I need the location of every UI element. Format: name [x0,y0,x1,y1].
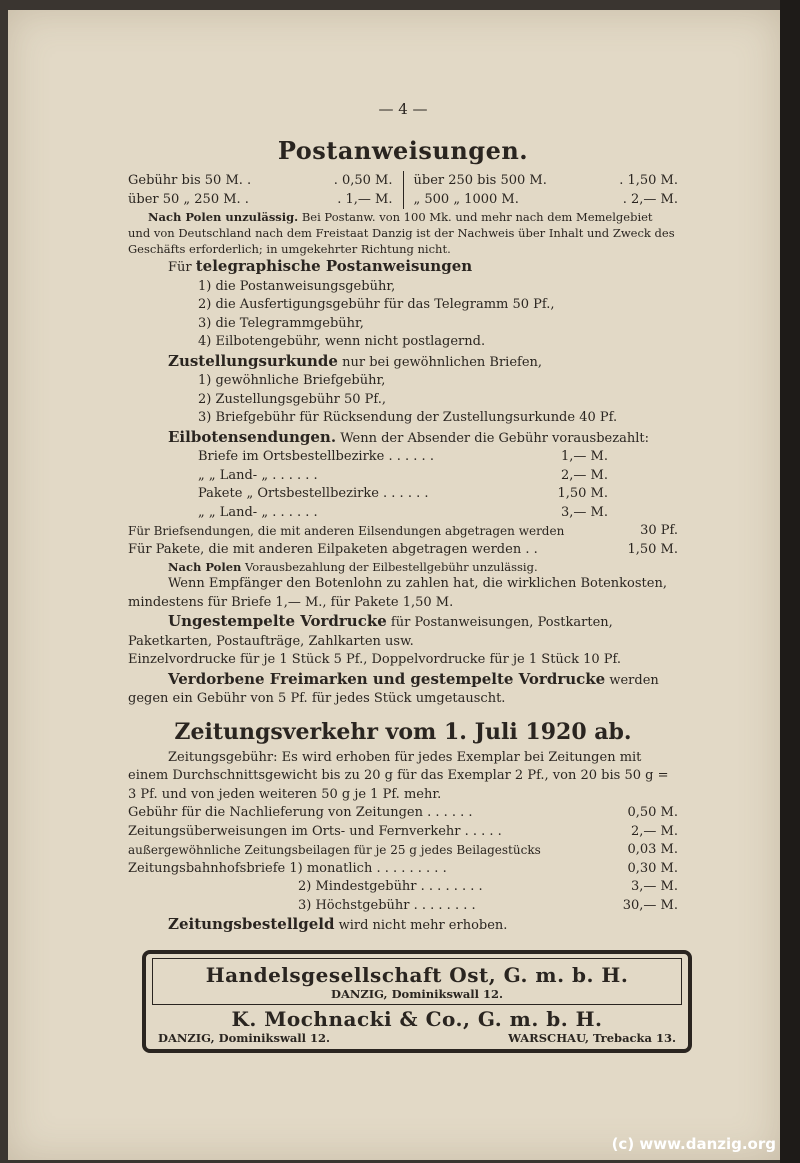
zeitung-intro: Zeitungsgebühr: Es wird erhoben für jedes Exemplar bei Zeitungen mit einem Durchschnittsgewicht bis zu 20 g für das Exemplar 2 Pf., von 20 bis 50 g = 3 Pf. und von jeden weiteren 50 g je 1 Pf. mehr. [128,749,669,802]
list-item: 2) die Ausfertigungsgebühr für das Telegramm 50 Pf., [198,297,555,312]
list-item: 1) die Postanweisungsgebühr, [198,278,396,294]
page-edge [780,0,800,1163]
section-title-postanweisungen: Postanweisungen. [277,136,529,165]
watermark: (c) www.danzig.org [611,1135,776,1153]
fee-row: über 250 bis 500 M. . 1,50 M. [413,173,678,188]
fee-table [128,171,678,209]
eilboten-row: Briefe im Ortsbestellbezirke . . . . . . 1,— M. [198,449,608,464]
poland-note: Nach Polen unzulässig. Bei Postanw. von 100 Mk. und mehr nach dem Memelgebiet und von Deutschland nach dem Freistaat Danzig ist der Nachweis über Inhalt und Zweck des Geschäfts erforderlich; in umgekehrter Richtung nicht. [128,210,675,256]
advertisement-top [152,958,682,1005]
einzel-note: Einzelvordrucke für je 1 Stück 5 Pf., Doppelvordrucke für je 1 Stück 10 Pf. [128,652,621,667]
fee-row: Zeitungsbahnhofsbriefe 1) monatlich . . . . . . . . . 0,30 M. [128,860,678,876]
fee-row: „ 500 „ 1000 M. . 2,— M. [413,192,678,207]
fee-row: Gebühr für die Nachlieferung von Zeitungen . . . . . . 0,50 M. [128,805,678,820]
fee-column-right [414,171,679,209]
company-name: K. Mochnacki & Co., G. m. b. H. [231,1006,603,1031]
empfaenger-note: Wenn Empfänger den Botenlohn zu zahlen hat, die wirklichen Botenkosten, mindestens für Briefe 1,— M., für Pakete 1,50 M. [128,576,667,610]
column-divider [403,171,404,209]
list-item: 3) die Telegrammgebühr, [198,315,364,331]
page-number: — 4 — [378,100,428,118]
list-item: 2) Zustellungsgebühr 50 Pf., [198,391,386,407]
advertisement-bottom [152,1005,682,1045]
fee-row: Für Briefsendungen, die mit anderen Eilsendungen abgetragen werden 30 Pf. [128,523,678,538]
advertisement-box [142,950,692,1053]
zustellung-heading: Zustellungsurkunde nur bei gewöhnlichen Briefen, [168,351,543,370]
company-name: Handelsgesellschaft Ost, G. m. b. H. [205,962,629,987]
company-address: DANZIG, Dominikswall 12. [330,986,504,1001]
fee-row: 3) Höchstgebühr . . . . . . . . 30,— M. [298,897,678,913]
fee-row: über 50 „ 250 M. . . 1,— M. [128,192,393,207]
section-title-zeitung: Zeitungsverkehr vom 1. Juli 1920 ab. [174,718,632,745]
fee-row: 2) Mindestgebühr . . . . . . . . 3,— M. [298,879,678,894]
page-content [128,100,678,1053]
poland-prepay-note: Nach Polen Vorausbezahlung der Eilbestellgebühr unzulässig. [168,560,538,574]
list-item: 1) gewöhnliche Briefgebühr, [198,373,386,388]
list-item: 4) Eilbotengebühr, wenn nicht postlagernd. [198,334,486,349]
ungestempelt-note: Ungestempelte Vordrucke für Postanweisungen, Postkarten, Paketkarten, Postaufträge, Zahlkarten usw. [128,612,613,649]
fee-row: Gebühr bis 50 M. . . 0,50 M. [128,173,393,188]
bestellgeld-note: Zeitungsbestellgeld wird nicht mehr erhoben. [168,915,508,933]
verdorbene-note: Verdorbene Freimarken und gestempelte Vordrucke werden gegen ein Gebühr von 5 Pf. für jedes Stück umgetauscht. [128,669,659,706]
fee-row: Für Pakete, die mit anderen Eilpaketen abgetragen werden . . 1,50 M. [128,541,678,557]
fee-row: Zeitungsüberweisungen im Orts- und Fernverkehr . . . . . 2,— M. [128,823,678,839]
list-item: 3) Briefgebühr für Rücksendung der Zustellungsurkunde 40 Pf. [198,410,618,425]
eilboten-row: „ „ Land- „ . . . . . . 2,— M. [198,467,608,483]
eilboten-row: Pakete „ Ortsbestellbezirke . . . . . . 1,50 M. [198,486,608,501]
fee-column-left [128,171,393,209]
eilboten-row: „ „ Land- „ . . . . . . 3,— M. [198,504,608,520]
fee-row: außergewöhnliche Zeitungsbeilagen für je 25 g jedes Beilagestücks 0,03 M. [128,842,678,857]
company-addresses: DANZIG, Dominikswall 12. WARSCHAU, Trebacka 13. [158,1030,676,1045]
telegraphic-heading: Für telegraphische Postanweisungen [168,257,473,275]
eilboten-heading: Eilbotensendungen. Wenn der Absender die Gebühr vorausbezahlt: [168,427,649,446]
